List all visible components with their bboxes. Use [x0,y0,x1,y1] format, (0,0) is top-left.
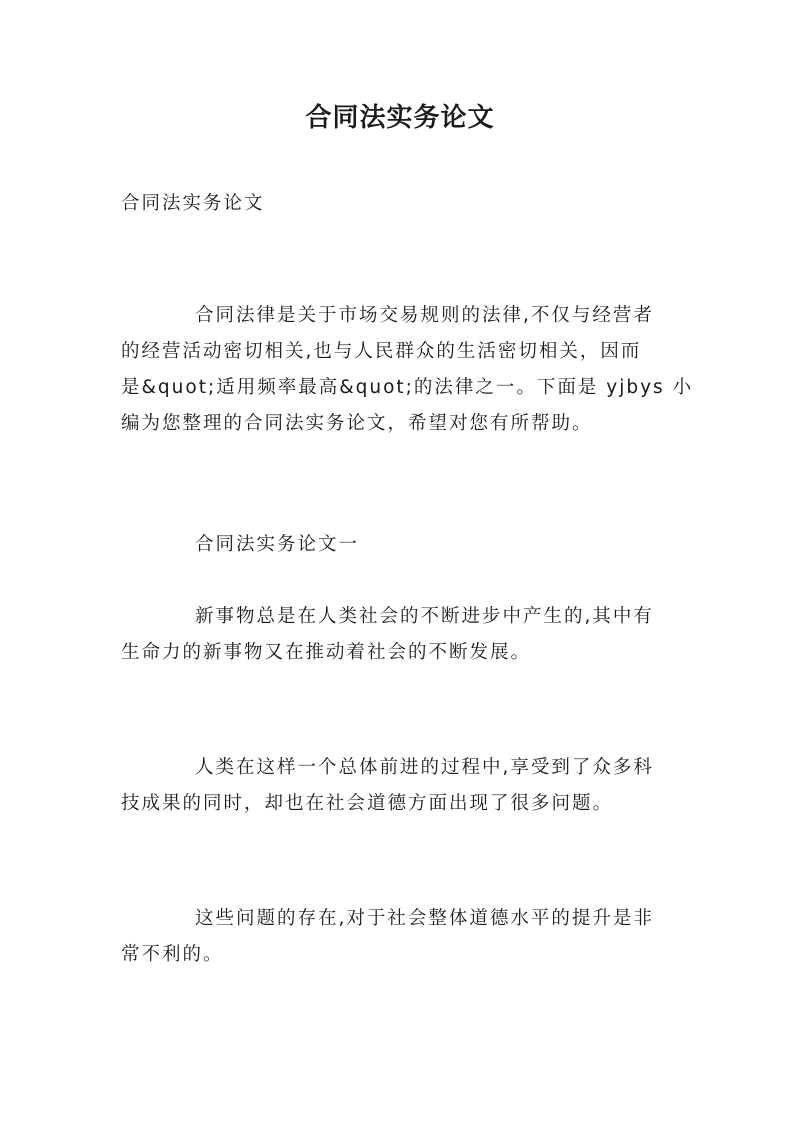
section-heading-line: 合同法实务论文一 [195,534,360,555]
paragraph-line: 人类在这样一个总体前进的过程中,享受到了众多科 [195,757,654,778]
paragraph-line: 生命力的新事物又在推动着社会的不断发展。 [121,642,532,663]
paragraph-line: 是&quot;适用频率最高&quot;的法律之一。下面是 yjbys 小 [121,377,694,398]
paragraph-line: 编为您整理的合同法实务论文，希望对您有所帮助。 [121,413,593,434]
document-subtitle [121,186,681,222]
paragraph-line: 的经营活动密切相关,也与人民群众的生活密切相关，因而 [121,341,642,362]
paragraph-2 [121,750,681,822]
paragraph-3 [121,901,681,973]
subtitle-line: 合同法实务论文 [121,193,265,214]
paragraph-line: 合同法律是关于市场交易规则的法律,不仅与经营者 [195,305,654,326]
paragraph-line: 新事物总是在人类社会的不断进步中产生的,其中有 [195,606,654,627]
paragraph-line: 技成果的同时，却也在社会道德方面出现了很多问题。 [121,793,614,814]
paragraph-line: 这些问题的存在,对于社会整体道德水平的提升是非 [195,908,654,929]
paragraph-1 [121,599,681,671]
paragraph-line: 常不利的。 [121,944,224,965]
paragraph-intro [121,298,694,442]
section-heading [121,527,681,563]
document-title: 合同法实务论文 [305,103,495,133]
